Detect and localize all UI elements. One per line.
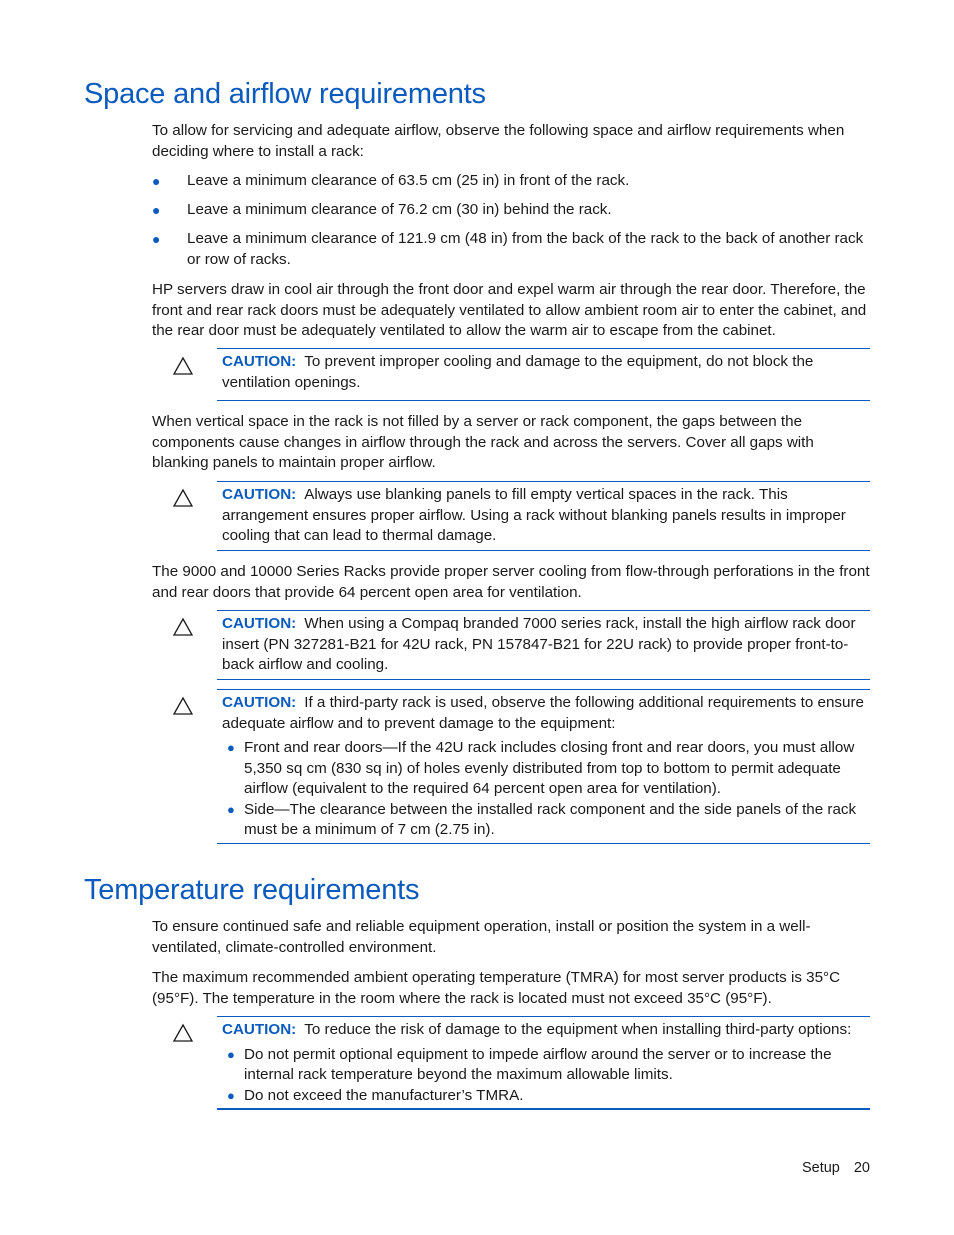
caution-text: If a third-party rack is used, observe the following additional requirements to ensure adequate airflow and to prevent damage to the equipment: — [222, 694, 864, 732]
caution-box — [217, 610, 870, 680]
caution-box — [217, 348, 870, 401]
list-item-text: Front and rear doors—If the 42U rack includes closing front and rear doors, you must allow 5,350 sq cm (830 sq in) of holes evenly distributed from top to bottom to permit adequate airflow (equivalent to the required 64 percent open area for ventilation). — [244, 739, 855, 797]
list-item — [222, 1086, 866, 1107]
caution-label: CAUTION: — [222, 486, 297, 503]
caution-text: When using a Compaq branded 7000 series rack, install the high airflow rack door insert (PN 327281-B21 for 42U rack, PN 157847-B21 for 22U rack) to provide proper front-to-back airflow and cooling. — [222, 615, 856, 673]
bullet-icon: ● — [227, 801, 235, 817]
warning-triangle-icon — [172, 1023, 194, 1043]
warning-triangle-icon — [172, 696, 194, 716]
list-item — [222, 800, 866, 841]
heading-temperature: Temperature requirements — [84, 874, 420, 906]
tmra-paragraph: The maximum recommended ambient operating temperature (TMRA) for most server products is 35°C (95°F). The temperature in the room where the rack is located must not exceed 35°C (95°F). — [152, 969, 841, 1007]
list-item-text: Do not permit optional equipment to impede airflow around the server or to increase the internal rack temperature beyond the maximum allowable limits. — [244, 1045, 832, 1083]
caution-text: To reduce the risk of damage to the equipment when installing third-party options: — [304, 1021, 852, 1038]
vertical-space-paragraph: When vertical space in the rack is not filled by a server or rack component, the gaps between the components cause changes in airflow through the rack and across the servers. Cover all gaps with blanking panels to maintain proper airflow. — [152, 413, 814, 471]
caution-box — [217, 481, 870, 551]
warning-triangle-icon — [172, 617, 194, 637]
series-racks-paragraph: The 9000 and 10000 Series Racks provide proper server cooling from flow-through perforations in the front and rear doors that provide 64 percent open area for ventilation. — [152, 563, 870, 601]
airflow-paragraph: HP servers draw in cool air through the front door and expel warm air through the rear door. Therefore, the front and rear rack doors must be adequately ventilated to allow ambient room air to enter the cabinet, and the rear door must be adequately ventilated to allow the warm air to escape from the cabinet. — [152, 281, 867, 339]
bullet-icon: ● — [227, 1087, 235, 1103]
warning-triangle-icon — [172, 488, 194, 508]
page-footer — [788, 1158, 870, 1179]
caution-text: To prevent improper cooling and damage to the equipment, do not block the ventilation openings. — [222, 353, 814, 391]
list-item-text: Side—The clearance between the installed rack component and the side panels of the rack must be a minimum of 7 cm (2.75 in). — [244, 800, 857, 838]
list-item-text: Leave a minimum clearance of 63.5 cm (25 in) in front of the rack. — [187, 172, 630, 189]
caution-box — [217, 689, 870, 844]
heading-space-airflow: Space and airflow requirements — [84, 78, 486, 110]
caution-label: CAUTION: — [222, 615, 297, 632]
caution-text: Always use blanking panels to fill empty vertical spaces in the rack. This arrangement ensures proper airflow. Using a rack without blanking panels results in improper cooling that can lead to thermal damage. — [222, 486, 846, 544]
list-item — [222, 738, 866, 800]
caution-label: CAUTION: — [222, 1021, 297, 1038]
page-number: 20 — [853, 1160, 870, 1176]
warning-triangle-icon — [172, 356, 194, 376]
temperature-intro-paragraph: To ensure continued safe and reliable equipment operation, install or position the system in a well-ventilated, climate-controlled environment. — [152, 918, 811, 956]
intro-paragraph: To allow for servicing and adequate airflow, observe the following space and airflow requirements when deciding where to install a rack: — [152, 122, 845, 160]
bullet-icon: ● — [227, 1046, 235, 1062]
caution-label: CAUTION: — [222, 694, 297, 711]
bullet-icon: ● — [152, 173, 161, 189]
list-item-text: Leave a minimum clearance of 121.9 cm (48 in) from the back of the rack to the back of another rack or row of racks. — [187, 230, 864, 268]
bullet-icon: ● — [152, 231, 161, 247]
list-item-text: Do not exceed the manufacturer’s TMRA. — [244, 1086, 524, 1104]
bullet-icon: ● — [227, 740, 235, 755]
list-item-text: Leave a minimum clearance of 76.2 cm (30 in) behind the rack. — [187, 201, 612, 218]
caution-box — [217, 1016, 870, 1110]
list-item — [222, 1045, 866, 1086]
caution-label: CAUTION: — [222, 353, 297, 370]
footer-section: Setup — [801, 1160, 840, 1176]
bullet-icon: ● — [152, 202, 161, 218]
